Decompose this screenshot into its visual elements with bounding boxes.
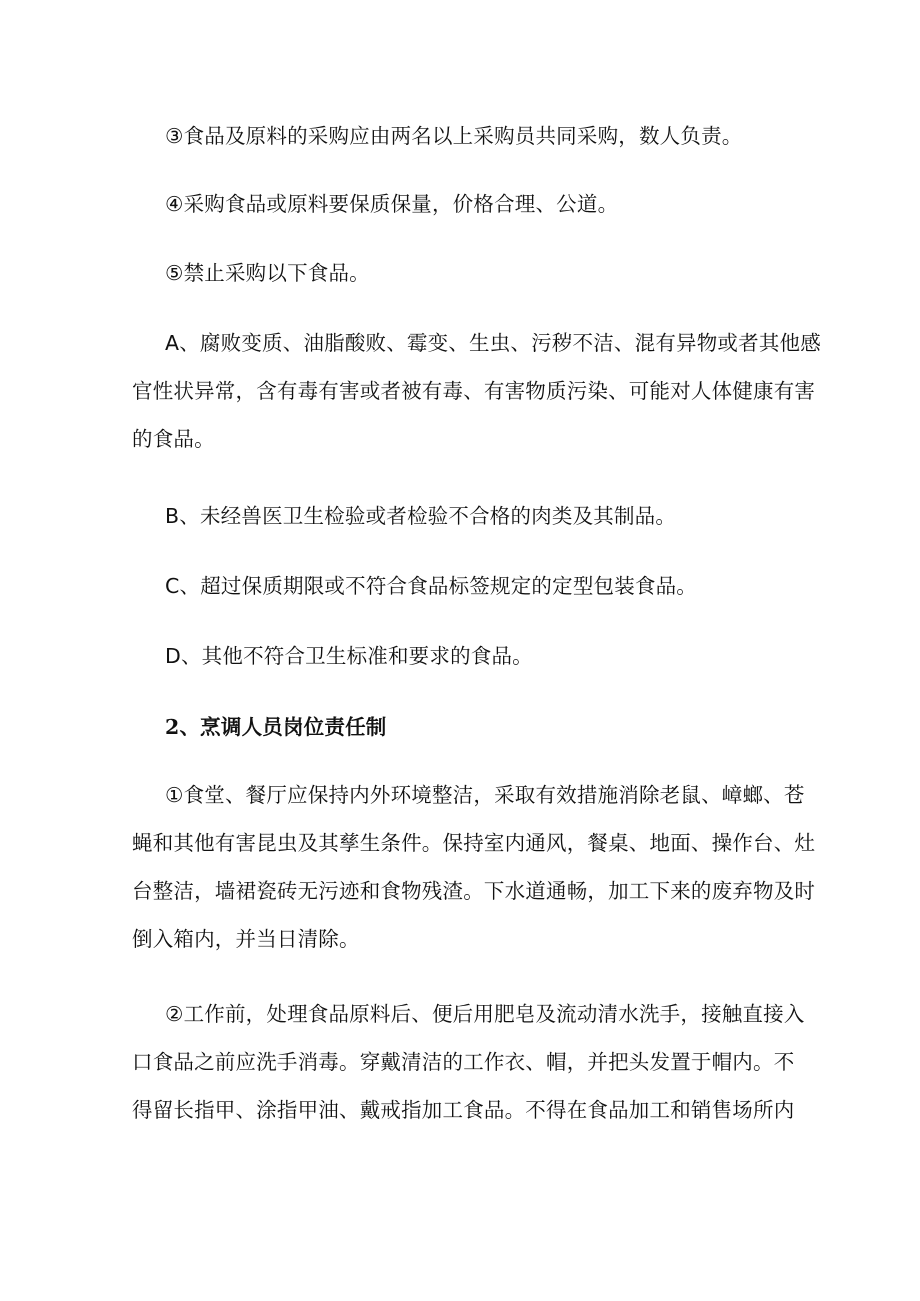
paragraph-environment <box>132 771 816 963</box>
paragraph-item-c <box>132 562 800 610</box>
text-line: 倒入箱内，并当日清除。 <box>132 927 360 951</box>
text-line: 的食品。 <box>132 427 215 451</box>
text-line: 台整洁，墙裙瓷砖无污迹和食物残渣。下水道通畅，加工下来的废弃物及时 <box>132 879 816 903</box>
text-line: 蝇和其他有害昆虫及其孳生条件。保持室内通风，餐桌、地面、操作台、灶 <box>132 831 816 855</box>
paragraph-item-d <box>132 632 800 680</box>
paragraph-prohibited-foods <box>132 249 800 297</box>
text-line: 口食品之前应洗手消毒。穿戴清洁的工作衣、帽，并把头发置于帽内。不 <box>132 1050 795 1074</box>
text-line: C、超过保质期限或不符合食品标签规定的定型包装食品。 <box>165 574 698 598</box>
text-line: ⑤禁止采购以下食品。 <box>165 261 370 285</box>
text-line: A、腐败变质、油脂酸败、霉变、生虫、污秽不洁、混有异物或者其他感 <box>165 331 821 355</box>
section-heading <box>132 703 800 751</box>
text-line: 得留长指甲、涂指甲油、戴戒指加工食品。不得在食品加工和销售场所内 <box>132 1098 795 1122</box>
text-line: ②工作前，处理食品原料后、便后用肥皂及流动清水洗手，接触直接入 <box>165 1002 805 1026</box>
text-line: B、未经兽医卫生检验或者检验不合格的肉类及其制品。 <box>165 504 677 528</box>
paragraph-quality-price <box>132 180 800 228</box>
text-line: ①食堂、餐厅应保持内外环境整洁，采取有效措施消除老鼠、嶂螂、苍 <box>165 783 805 807</box>
text-line: 官性状异常，含有毒有害或者被有毒、有害物质污染、可能对人体健康有害 <box>132 379 816 403</box>
text-line: ④采购食品或原料要保质保量，价格合理、公道。 <box>165 192 619 216</box>
text-line: ③食品及原料的采购应由两名以上采购员共同采购，数人负责。 <box>165 124 743 148</box>
text-line: D、其他不符合卫生标准和要求的食品。 <box>165 644 533 668</box>
paragraph-item-a <box>132 319 821 463</box>
paragraph-hygiene <box>132 990 805 1134</box>
paragraph-item-b <box>132 492 800 540</box>
heading-text: 2、烹调人员岗位责任制 <box>165 715 387 739</box>
paragraph-purchase-by-two <box>132 112 800 160</box>
